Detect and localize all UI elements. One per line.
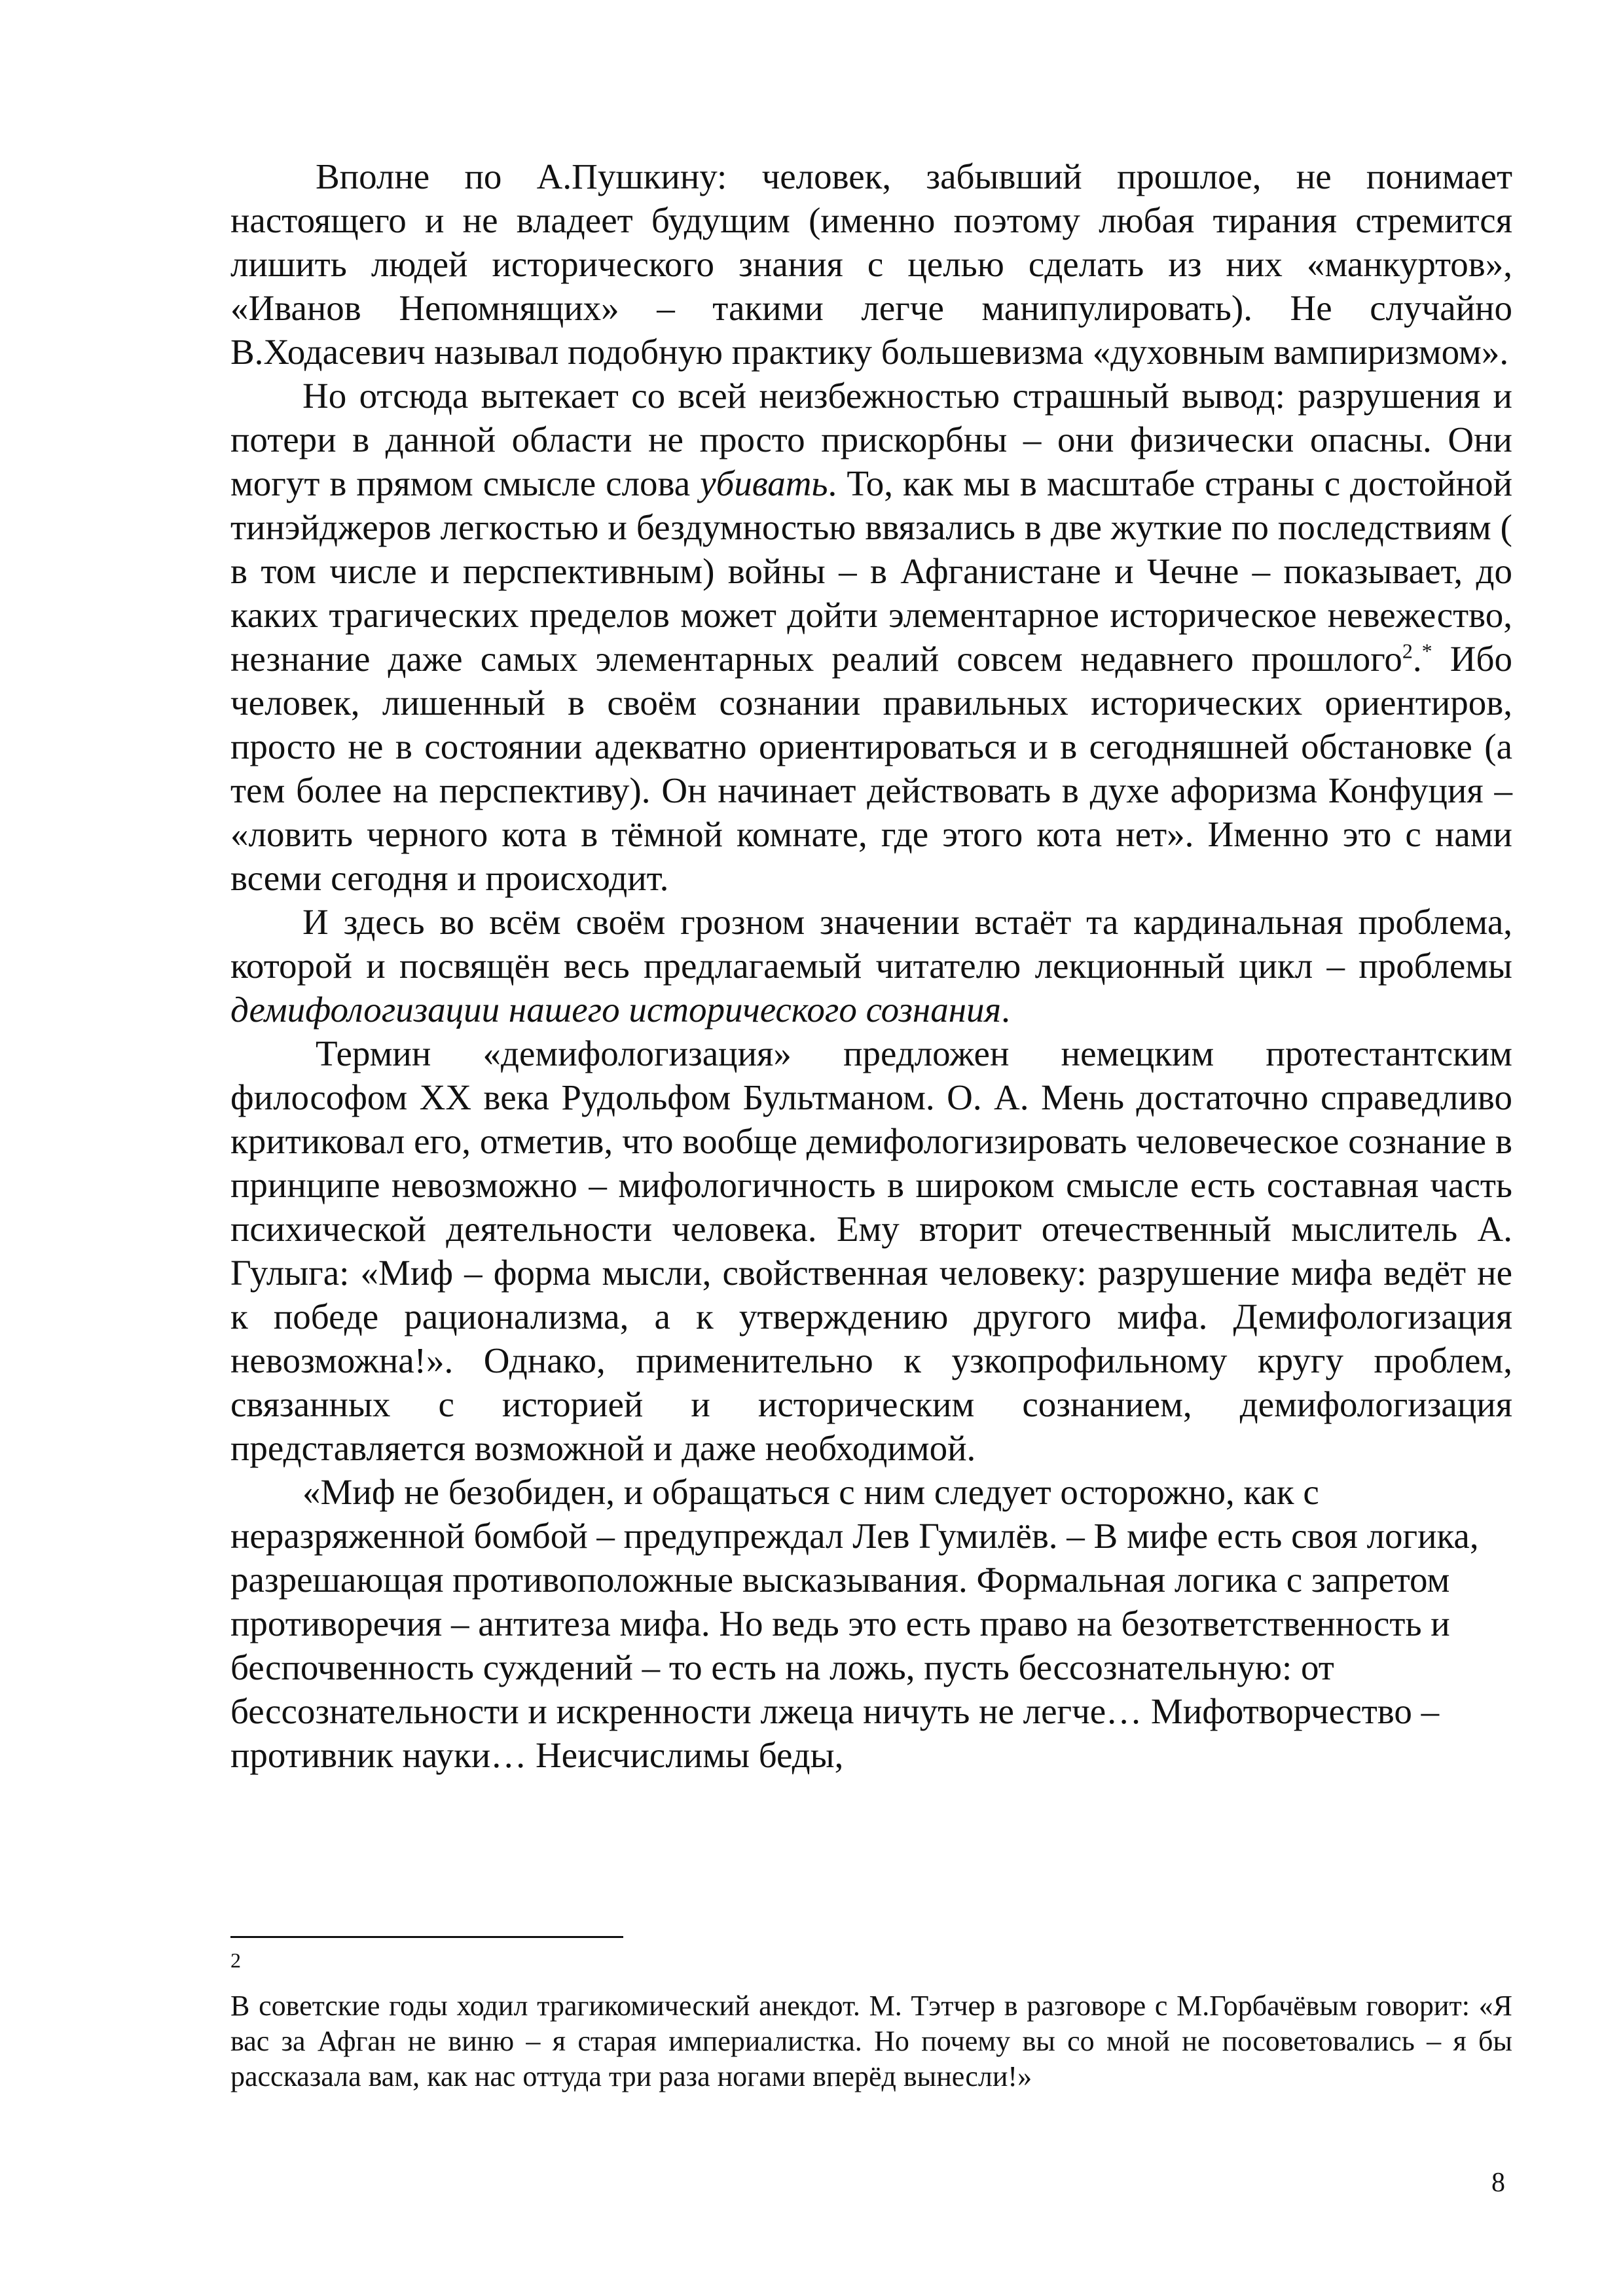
paragraph-2-text-c: .: [1412, 639, 1422, 679]
paragraph-2-text-a: Но отсюда вытекает со всей неизбежностью страшный вывод: разрушения и потери в данной области не просто прискорбны – они физически опасны. Они могут в прямом смысле слова: [230, 376, 1512, 503]
footnote-text: В советские годы ходил трагикомический анекдот. М. Тэтчер в разговоре с М.Горбачёвым говорит: «Я вас за Афган не виню – я старая империалистка. Но почему вы со мной не посоветовались – я бы рассказала вам, как нас оттуда три раза ногами вперёд вынесли!»: [230, 1990, 1512, 2092]
footnote-reference[interactable]: 2: [1402, 639, 1413, 663]
paragraph-5: [230, 1470, 1512, 1777]
paragraph-2-text-b: . То, как мы в масштабе страны с достойной тинэйджеров легкостью и бездумностью ввязались в две жуткие по последствиям ( в том числе и перспективным) войны – в Афганистане и Чечне – показывает, до каких трагических пределов может дойти элементарное историческое невежество, незнание даже самых элементарных реалий совсем недавнего прошлого: [230, 463, 1512, 679]
paragraph-1: [230, 154, 1512, 374]
emphasis-ubivat: убивать: [700, 463, 828, 503]
asterisk-reference[interactable]: *: [1421, 639, 1432, 663]
paragraph-4-text: Термин «демифологизация» предложен немецким протестантским философом XX века Рудольфом Бультманом. О. А. Мень достаточно справедливо критиковал его, отметив, что вообще демифологизировать человеческое сознание в принципе невозможно – мифологичность в широком смысле есть составная часть психической деятельности человека. Ему вторит отечественный мыслитель А. Гулыга: «Миф – форма мысли, свойственная человеку: разрушение мифа ведёт не к победе рационализма, а к утверждению другого мифа. Демифологизация невозможна!». Однако, применительно к узкопрофильному кругу проблем, связанных с историей и историческим сознанием, демифологизация представляется возможной и даже необходимой.: [230, 1033, 1512, 1468]
footnote-number: 2: [230, 1948, 241, 1972]
paragraph-2: [230, 374, 1512, 900]
footnote-separator: [230, 1936, 623, 1938]
body-text: [230, 154, 1512, 1777]
paragraph-3: [230, 900, 1512, 1031]
paragraph-3-text-b: .: [1001, 990, 1010, 1030]
paragraph-5-text: «Миф не безобиден, и обращаться с ним следует осторожно, как с неразряженной бомбой – предупреждал Лев Гумилёв. – В мифе есть своя логика, разрешающая противоположные высказывания. Формальная логика с запретом противоречия – антитеза мифа. Но ведь это есть право на безответственность и беспочвенность суждений – то есть на ложь, пусть бессознательную: от бессознательности и искренности лжеца ничуть не легче… Мифотворчество – противник науки… Неисчислимы беды,: [230, 1472, 1479, 1775]
emphasis-demythologization: демифологизации нашего исторического сознания: [230, 990, 1002, 1030]
paragraph-4: [230, 1031, 1512, 1470]
paragraph-2-text-d: Ибо человек, лишенный в своём сознании правильных исторических ориентиров, просто не в состоянии адекватно ориентироваться и в сегодняшней обстановке (а тем более на перспективу). Он начинает действовать в духе афоризма Конфуция – «ловить черного кота в тёмной комнате, где этого кота нет». Именно это с нами всеми сегодня и происходит.: [230, 639, 1512, 898]
paragraph-1-text: Вполне по А.Пушкину: человек, забывший прошлое, не понимает настоящего и не владеет будущим (именно поэтому любая тирания стремится лишить людей исторического знания с целью сделать из них «манкуртов», «Иванов Непомнящих» – такими легче манипулировать). Не случайно В.Ходасевич называл подобную практику большевизма «духовным вампиризмом».: [230, 156, 1512, 372]
paragraph-3-text-a: И здесь во всём своём грозном значении встаёт та кардинальная проблема, которой и посвящён весь предлагаемый читателю лекционный цикл – проблемы: [230, 902, 1512, 986]
page-number: 8: [1491, 2168, 1505, 2198]
